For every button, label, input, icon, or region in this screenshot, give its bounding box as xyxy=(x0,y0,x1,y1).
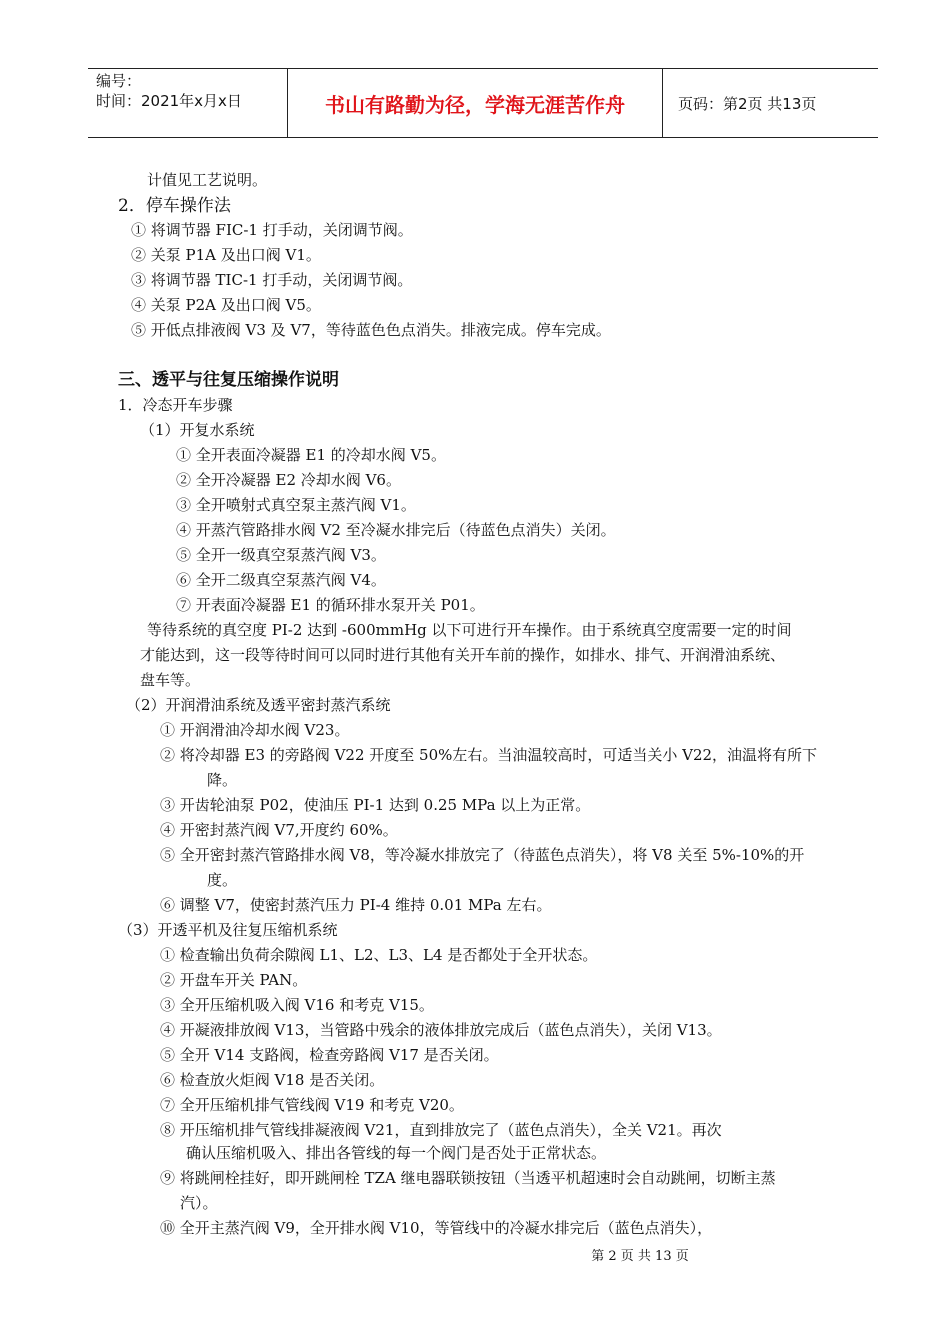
chapter-heading: 三、透平与往复压缩操作说明 xyxy=(118,370,339,390)
subsection-heading: （3）开透平机及往复压缩机系统 xyxy=(118,921,338,939)
list-item: ④ 关泵 P2A 及出口阀 V5。 xyxy=(131,296,321,314)
list-item: ⑥ 检查放火炬阀 V18 是否关闭。 xyxy=(160,1071,385,1089)
list-item: ⑩ 全开主蒸汽阀 V9，全开排水阀 V10，等管线中的冷凝水排完后（蓝色点消失）， xyxy=(160,1219,713,1237)
list-item: ⑦ 全开压缩机排气管线阀 V19 和考克 V20。 xyxy=(160,1096,464,1114)
list-item: ② 关泵 P1A 及出口阀 V1。 xyxy=(131,246,321,264)
paragraph-line: 盘车等。 xyxy=(140,671,201,689)
list-item: ① 开润滑油冷却水阀 V23。 xyxy=(160,721,350,739)
list-item: ⑨ 将跳闸栓挂好，即开跳闸栓 TZA 继电器联锁按钮（当透平机超速时会自动跳闸，切断主蒸 xyxy=(160,1169,776,1187)
header-motto: 书山有路勤为径，学海无涯苦作舟 xyxy=(287,69,663,137)
list-item: ① 全开表面冷凝器 E1 的冷却水阀 V5。 xyxy=(176,446,446,464)
list-item: ⑤ 全开密封蒸汽管路排水阀 V8，等冷凝水排放完了（待蓝色点消失），将 V8 关至 5%-10%的开 xyxy=(160,846,805,864)
header-page-info xyxy=(670,69,876,137)
header-page-number: 页码：第2页 共13页 xyxy=(678,94,817,113)
body-line: 计值见工艺说明。 xyxy=(147,171,268,189)
list-item: ④ 开密封蒸汽阀 V7,开度约 60%。 xyxy=(160,821,398,839)
list-item: ③ 将调节器 TIC-1 打手动，关闭调节阀。 xyxy=(131,271,413,289)
paragraph-line: 才能达到，这一段等待时间可以同时进行其他有关开车前的操作，如排水、排气、开润滑油系统、 xyxy=(140,646,786,664)
list-item: ② 全开冷凝器 E2 冷却水阀 V6。 xyxy=(176,471,401,489)
list-item-continuation: 降。 xyxy=(207,771,238,789)
page-header xyxy=(88,68,878,138)
list-item: ① 将调节器 FIC-1 打手动，关闭调节阀。 xyxy=(131,221,413,239)
list-item: ③ 全开压缩机吸入阀 V16 和考克 V15。 xyxy=(160,996,434,1014)
list-item: ⑧ 开压缩机排气管线排凝液阀 V21，直到排放完了（蓝色点消失），全关 V21。再次 xyxy=(160,1121,722,1139)
section-heading: 1．冷态开车步骤 xyxy=(118,396,233,414)
paragraph-line: 等待系统的真空度 PI-2 达到 -600mmHg 以下可进行开车操作。由于系统真空度需要一定的时间 xyxy=(147,621,792,639)
list-item: ⑤ 全开 V14 支路阀，检查旁路阀 V17 是否关闭。 xyxy=(160,1046,499,1064)
list-item: ④ 开蒸汽管路排水阀 V2 至冷凝水排完后（待蓝色点消失）关闭。 xyxy=(176,521,616,539)
list-item-continuation: 确认压缩机吸入、排出各管线的每一个阀门是否处于正常状态。 xyxy=(186,1144,607,1162)
page-footer: 第 2 页 共 13 页 xyxy=(591,1249,689,1264)
list-item-continuation: 汽）。 xyxy=(180,1194,218,1212)
document-number-label: 编号： xyxy=(96,72,142,90)
list-item: ⑤ 全开一级真空泵蒸汽阀 V3。 xyxy=(176,546,386,564)
section-heading: 2．停车操作法 xyxy=(118,196,231,216)
list-item: ① 检查输出负荷余隙阀 L1、L2、L3、L4 是否都处于全开状态。 xyxy=(160,946,598,964)
list-item: ⑥ 全开二级真空泵蒸汽阀 V4。 xyxy=(176,571,386,589)
list-item: ② 开盘车开关 PAN。 xyxy=(160,971,308,989)
list-item: ⑦ 开表面冷凝器 E1 的循环排水泵开关 P01。 xyxy=(176,596,485,614)
document-time-label: 时间：2021年x月x日 xyxy=(96,92,242,110)
list-item-continuation: 度。 xyxy=(207,871,238,889)
subsection-heading: （1）开复水系统 xyxy=(140,421,255,439)
list-item: ③ 全开喷射式真空泵主蒸汽阀 V1。 xyxy=(176,496,416,514)
subsection-heading: （2）开润滑油系统及透平密封蒸汽系统 xyxy=(126,696,391,714)
header-meta xyxy=(88,69,286,139)
list-item: ② 将冷却器 E3 的旁路阀 V22 开度至 50%左右。当油温较高时，可适当关小 V22，油温将有所下 xyxy=(160,746,818,764)
list-item: ④ 开凝液排放阀 V13，当管路中残余的液体排放完成后（蓝色点消失），关闭 V13。 xyxy=(160,1021,722,1039)
list-item: ③ 开齿轮油泵 P02，使油压 PI-1 达到 0.25 MPa 以上为正常。 xyxy=(160,796,591,814)
list-item: ⑥ 调整 V7，使密封蒸汽压力 PI-4 维持 0.01 MPa 左右。 xyxy=(160,896,552,914)
list-item: ⑤ 开低点排液阀 V3 及 V7，等待蓝色色点消失。排液完成。停车完成。 xyxy=(131,321,611,339)
